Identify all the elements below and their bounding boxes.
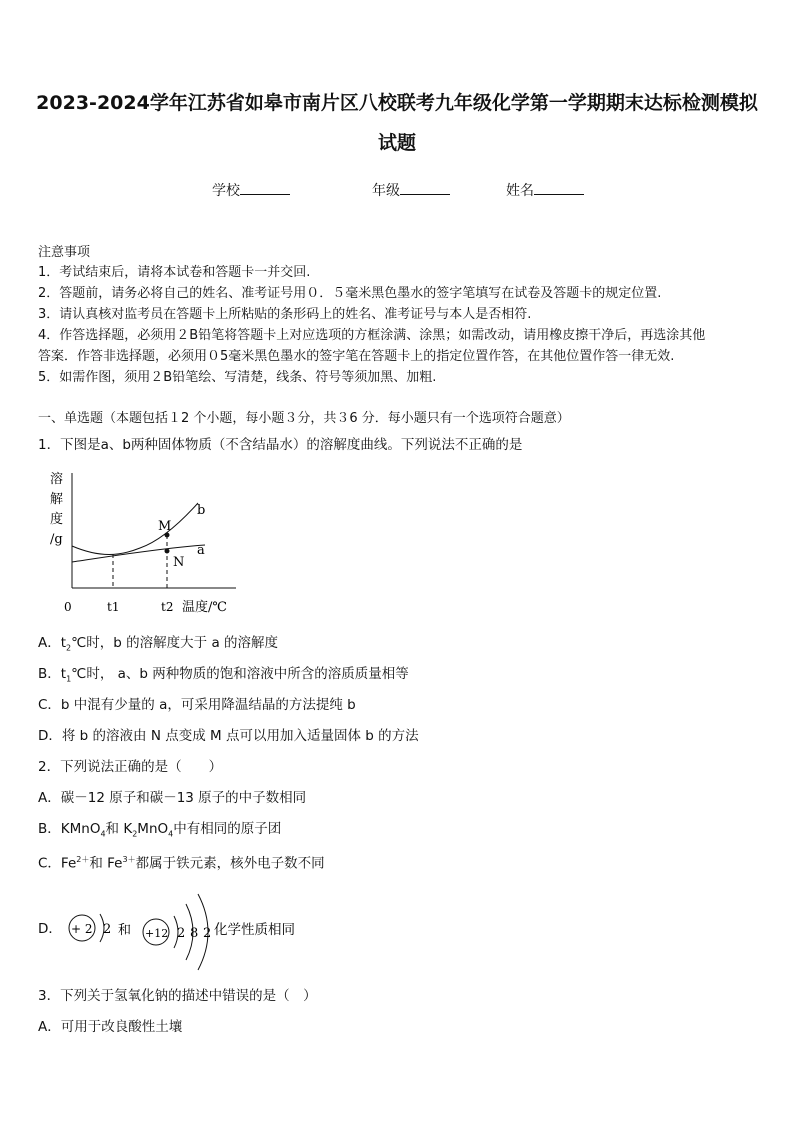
shell-2-electrons: 2 (177, 926, 186, 941)
grade-blank (400, 180, 450, 195)
name-field (506, 180, 584, 200)
opt-text: A．t (38, 635, 67, 651)
school-blank (240, 180, 290, 195)
x-axis-label: 温度/℃ (182, 600, 227, 615)
note-item: 1．考试结束后，请将本试卷和答题卡一并交回. (38, 265, 311, 280)
question-1-stem: 1．下图是a、b两种固体物质（不含结晶水）的溶解度曲线。下列说法不正确的是 (38, 437, 523, 453)
curve-b (72, 503, 198, 555)
point-N (165, 549, 170, 554)
atom-structure-diagram (60, 882, 320, 978)
and-text: 和 (118, 923, 132, 938)
solubility-graph (40, 468, 240, 618)
school-label: 学校 (212, 183, 240, 199)
opt-sub: 4 (168, 829, 174, 839)
shell-2-electrons: 8 (190, 926, 199, 941)
opt-sup: 2＋ (76, 855, 90, 864)
opt-sub: 4 (100, 829, 106, 839)
question-2-option-d-label: D． (38, 921, 62, 937)
notes-heading: 注意事项 (38, 245, 91, 260)
label-M: M (158, 519, 172, 534)
question-1-option-d: D．将 b 的溶液由 N 点变成 M 点可以用加入适量固体 b 的方法 (38, 728, 419, 744)
page-title: 2023-2024学年江苏省如皋市南片区八校联考九年级化学第一学期期末达标检测模拟 (36, 92, 758, 114)
label-a: a (197, 543, 205, 558)
opt-text: 和 Fe (89, 855, 123, 872)
opt-sub: 2 (66, 643, 72, 653)
opt-text: ℃时，b 的溶解度大于 a 的溶解度 (71, 635, 279, 651)
name-blank (534, 180, 584, 195)
question-2-option-c (38, 851, 325, 873)
question-1-option-a (38, 634, 278, 658)
origin-label: 0 (64, 600, 72, 614)
opt-text: 和 K (105, 821, 133, 837)
question-3-option-a: A．可用于改良酸性土壤 (38, 1019, 183, 1035)
option-d-tail: 化学性质相同 (214, 922, 295, 938)
curve-a (72, 545, 205, 562)
opt-text: B．KMnO (38, 821, 101, 837)
note-item: 答案．作答非选择题，必须用０5毫米黑色墨水的签字笔在答题卡上的指定位置作答，在其他位置作答一律无效. (38, 349, 675, 364)
opt-text: MnO (137, 821, 169, 837)
y-axis-label-char: /g (50, 532, 63, 547)
t2-label: t2 (161, 600, 174, 614)
grade-field (372, 180, 450, 200)
question-3-stem: 3．下列关于氢氧化钠的描述中错误的是（ ） (38, 988, 317, 1004)
opt-sup: 3＋ (122, 855, 136, 864)
page-title-continued: 试题 (377, 132, 416, 154)
label-b: b (197, 503, 206, 518)
note-item: 3．请认真核对监考员在答题卡上所粘贴的条形码上的姓名、准考证号与本人是否相符. (38, 307, 532, 322)
opt-text: B．t (38, 666, 67, 682)
question-2-option-b (38, 820, 281, 844)
question-2-option-a: A．碳－12 原子和碳－13 原子的中子数相同 (38, 790, 307, 806)
question-1-option-b (38, 665, 409, 689)
opt-text: ℃时， a、b 两种物质的饱和溶液中所含的溶质质量相等 (71, 666, 409, 682)
name-label: 姓名 (506, 183, 534, 199)
question-2-stem: 2．下列说法正确的是（ ） (38, 759, 223, 775)
note-item: 5．如需作图，须用２B铅笔绘、写清楚，线条、符号等须加黑、加粗. (38, 370, 437, 385)
opt-sub: 2 (132, 829, 138, 839)
label-N: N (173, 555, 185, 570)
opt-text: C．Fe (38, 855, 77, 872)
shell-1-electrons: 2 (103, 922, 112, 937)
y-axis-label-char: 解 (50, 492, 64, 507)
opt-sub: 1 (66, 674, 72, 684)
section-heading: 一、单选题（本题包括１2 个小题，每小题３分，共３6 分．每小题只有一个选项符合题意） (38, 411, 570, 426)
note-item: 4．作答选择题，必须用２B铅笔将答题卡上对应选项的方框涂满、涂黑；如需改动，请用橡皮擦干净后，再选涂其他 (38, 328, 706, 343)
shell-2-electrons: 2 (203, 926, 212, 941)
y-axis-label-char: 溶 (50, 472, 64, 487)
school-field (212, 180, 290, 200)
nucleus-2-charge: +12 (145, 927, 169, 940)
grade-label: 年级 (372, 183, 400, 199)
note-item: 2．答题前，请务必将自己的姓名、准考证号用０．５毫米黑色墨水的签字笔填写在试卷及答题卡的规定位置. (38, 286, 662, 301)
y-axis-label-char: 度 (50, 512, 64, 527)
opt-text: 都属于铁元素，核外电子数不同 (135, 855, 325, 872)
t1-label: t1 (107, 600, 120, 614)
question-1-option-c: C．b 中混有少量的 a，可采用降温结晶的方法提纯 b (38, 697, 356, 713)
nucleus-1-charge: + 2 (71, 922, 93, 936)
opt-text: 中有相同的原子团 (173, 821, 282, 837)
